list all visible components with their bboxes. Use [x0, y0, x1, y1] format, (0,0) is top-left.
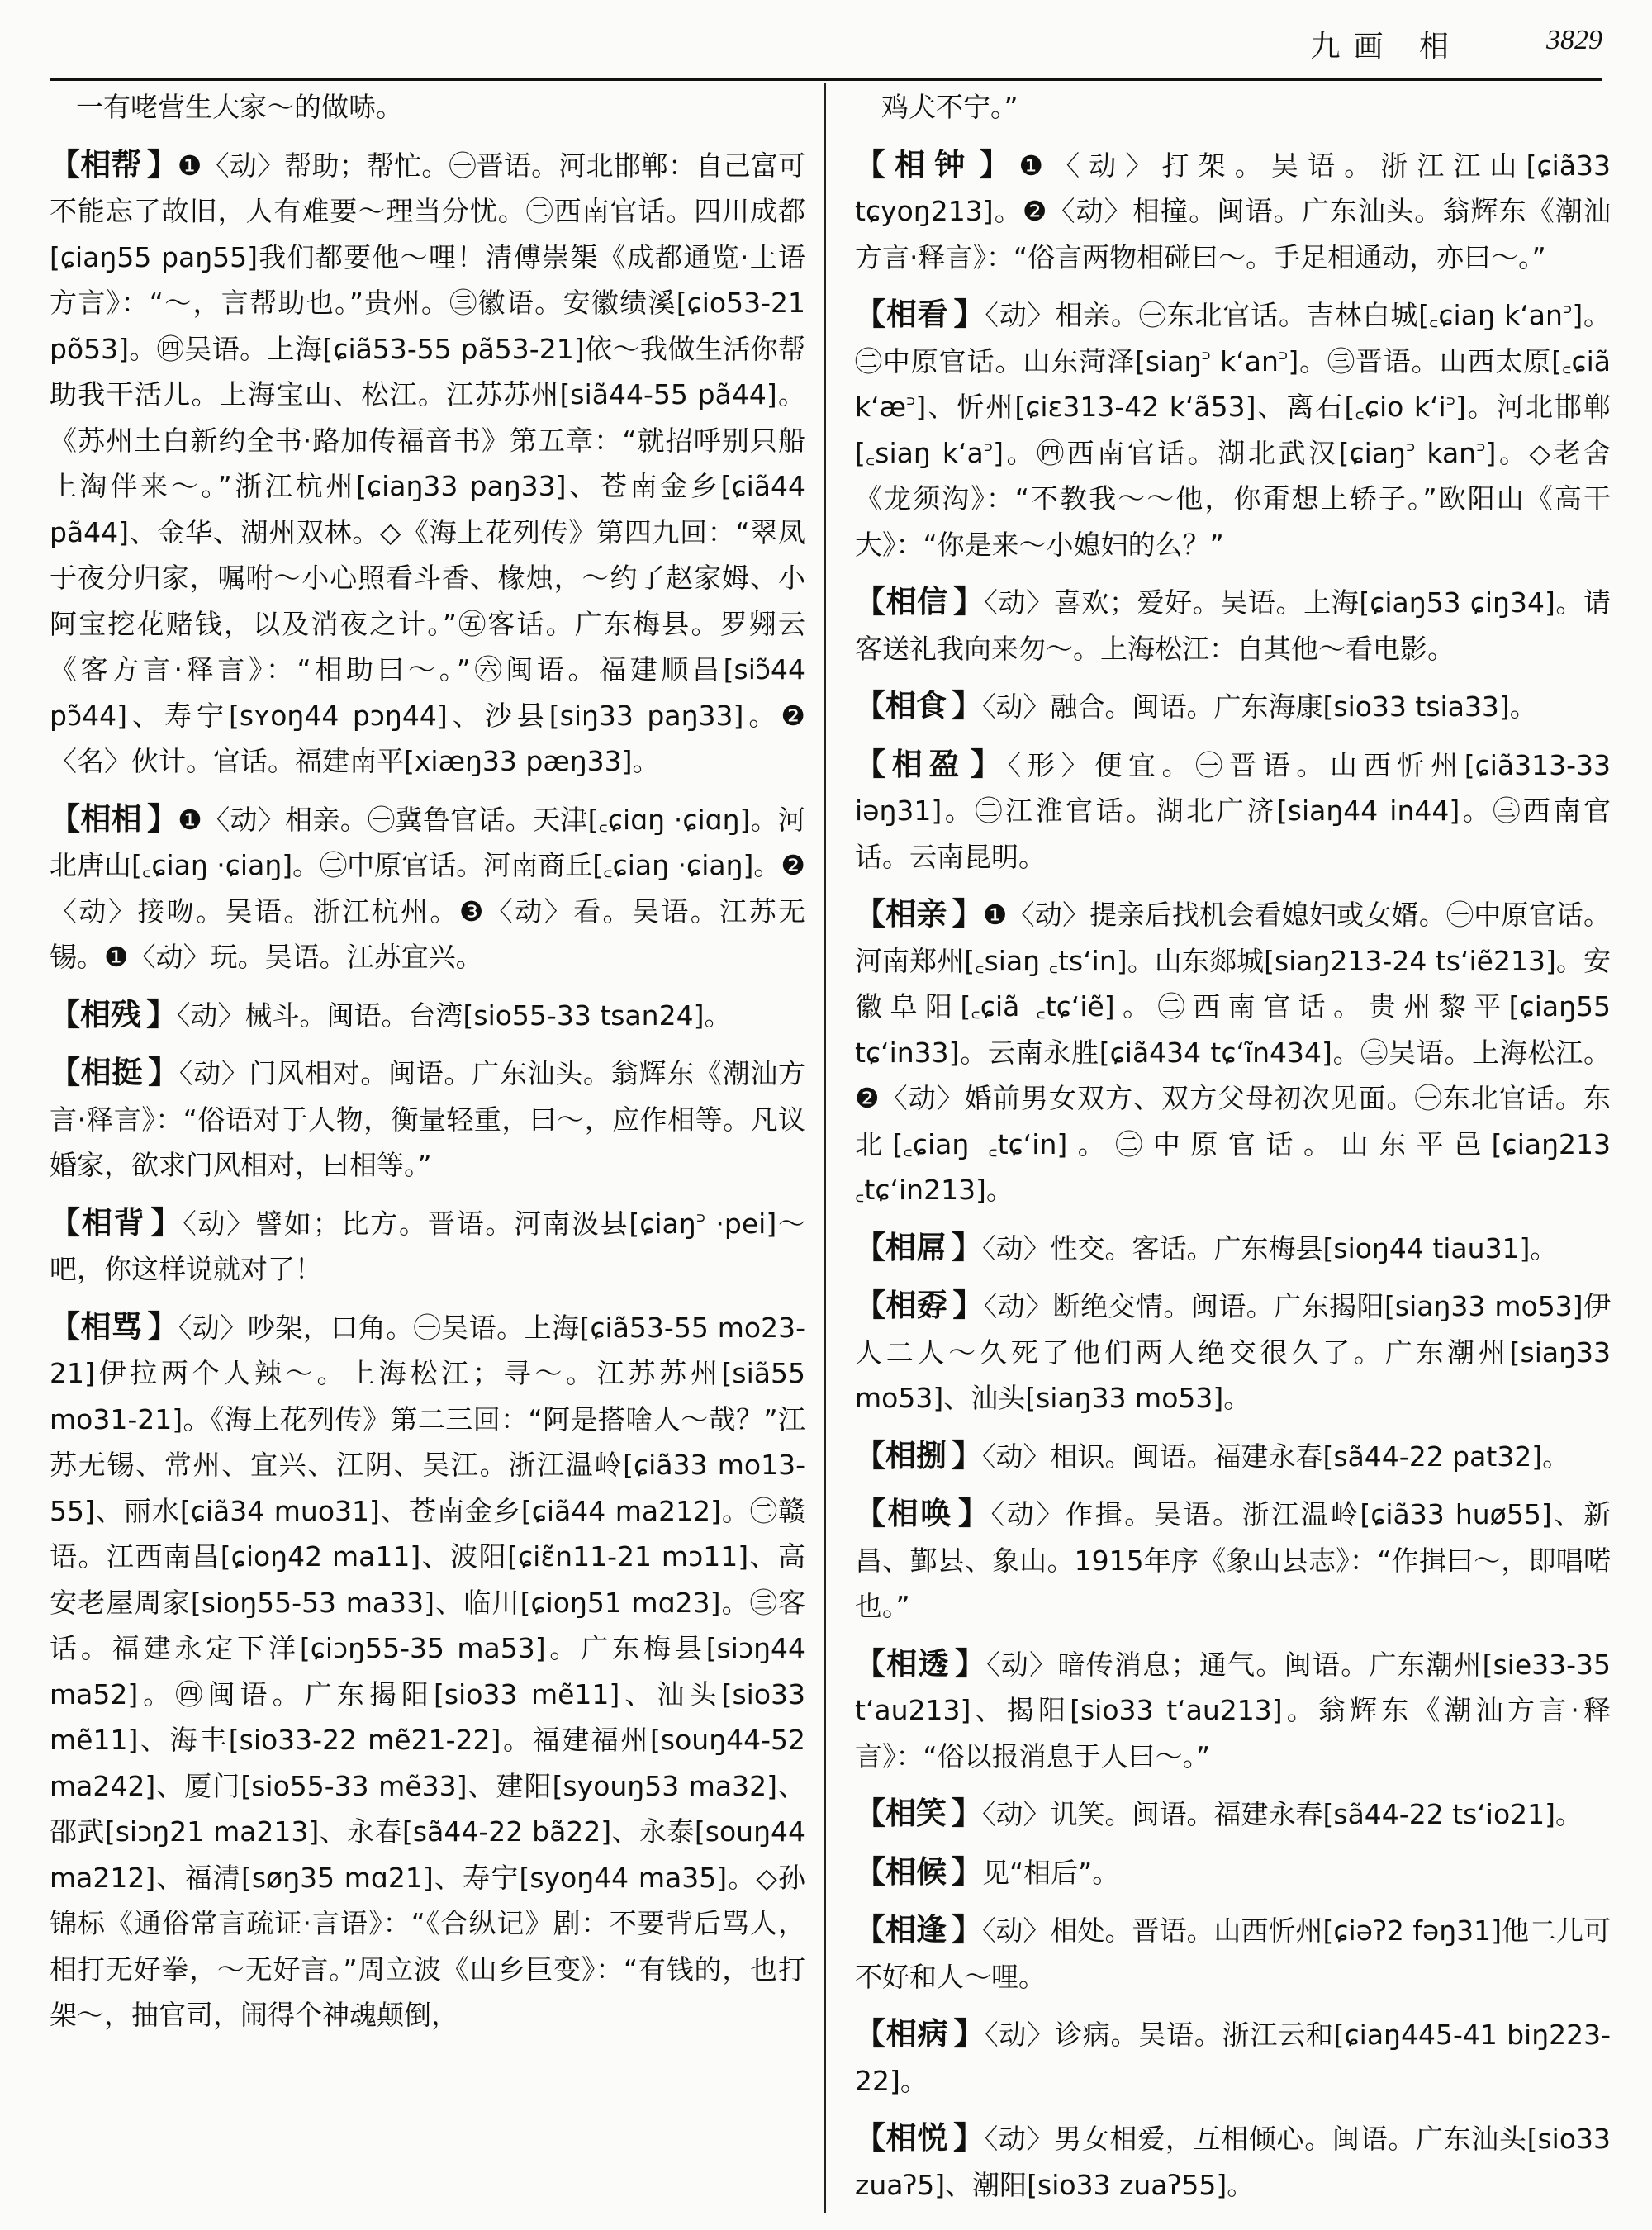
headword-bracket-open: 【 [855, 1853, 885, 1890]
headword: 相候 [885, 1853, 947, 1890]
headword: 相背 [81, 1203, 146, 1241]
column-divider [824, 83, 826, 2213]
headword-bracket-open: 【 [50, 1055, 81, 1090]
headword-bracket-open: 【 [50, 1204, 82, 1241]
entry [855, 891, 1611, 1213]
headword-bracket-close: 】 [147, 1308, 178, 1345]
headword-bracket-open: 【 [855, 2120, 886, 2156]
entry-definition: 〈动〉性交。客话。广东梅县[sioŋ44 tiau31]。 [982, 1231, 1558, 1264]
headword-bracket-open: 【 [855, 1912, 885, 1948]
entry [855, 2115, 1611, 2208]
headword: 相看 [885, 296, 949, 332]
entry-definition: 〈动〉相识。闽语。福建永春[sã44-22 pat32]。 [982, 1440, 1570, 1473]
headword: 相食 [885, 687, 947, 724]
page-header [50, 15, 1602, 73]
entry-definition: 〈动〉男女相爱，互相倾心。闽语。广东汕头[sio33 zuaʔ5]、潮阳[sio33 zuaʔ55]。 [855, 2123, 1611, 2201]
entry-continuation [855, 84, 1611, 130]
headword: 相相 [80, 799, 142, 837]
header-rule [50, 78, 1602, 81]
headword: 相捌 [885, 1436, 947, 1473]
right-column [855, 84, 1611, 2215]
headword-bracket-open: 【 [855, 688, 885, 724]
entry-definition: 〈动〉诊病。吴语。浙江云和[ɕiaŋ445-41 biŋ223-22]。 [855, 2019, 1611, 2097]
entry [855, 1849, 1611, 1896]
entry [855, 1907, 1611, 2000]
headword-bracket-close: 】 [952, 896, 983, 932]
page-number: 3829 [1546, 25, 1602, 55]
entry-definition: ❶〈动〉相亲。㊀冀鲁官话。天津[꜀ɕiɑŋ ·ɕiɑŋ]。河北唐山[꜀ɕiaŋ ·ɕiaŋ]。㊁中原官话。河南商丘[꜀ɕiaŋ ·ɕiaŋ]。❷〈动〉接吻。吴语。浙江杭州。❸〈动〉看。吴语。江苏无锡。❶〈动〉玩。吴语。江苏宜兴。 [50, 803, 805, 973]
headword-bracket-open: 【 [855, 746, 892, 782]
entry-definition: 〈动〉械斗。闽语。台湾[sio55-33 tsan24]。 [177, 999, 732, 1032]
headword: 相残 [80, 995, 141, 1032]
headword-bracket-close: 】 [148, 1055, 179, 1090]
headword: 相屌 [885, 1228, 947, 1265]
headword: 相笑 [885, 1795, 947, 1831]
headword-bracket-open: 【 [50, 1308, 81, 1345]
headword-bracket-open: 【 [855, 1437, 885, 1473]
entry-definition: 〈动〉喜欢；爱好。吴语。上海[ɕiaŋ53 ɕiŋ34]。请客送礼我向来勿～。上海松江：自其他～看电影。 [855, 586, 1611, 665]
headword-bracket-open: 【 [50, 146, 81, 183]
headword-bracket-open: 【 [855, 2016, 886, 2052]
headword-bracket-open: 【 [855, 1796, 885, 1831]
headword-bracket-close: 】 [952, 1229, 982, 1265]
headword-bracket-open: 【 [855, 1645, 887, 1682]
entry [50, 796, 805, 980]
entry [855, 683, 1611, 730]
entry [855, 1283, 1611, 1421]
entry [855, 1225, 1611, 1272]
entry-definition: ❶〈动〉提亲后找机会看媳妇或女婿。㊀中原官话。河南郑州[꜀siaŋ ꜀ts‘in]。山东郯城[siaŋ213-24 ts‘iẽ213]。安徽阜阳[꜀ɕiã ꜀tɕ‘iẽ]。㊁西南官话。贵州黎平[ɕiaŋ55 tɕ‘in33]。云南永胜[ɕiã434 tɕ‘ĩn434]。㊂吴语。上海松江。❷〈动〉婚前男女双方、双方父母初次见面。㊀东北官话。东北[꜀ɕiaŋ ꜀tɕ‘in]。㊁中原官话。山东平邑[ɕiaŋ213 ꜀tɕ‘in213]。 [855, 899, 1611, 1206]
headword-bracket-open: 【 [855, 1288, 886, 1323]
entry-definition: ❶〈动〉帮助；帮忙。㊀晋语。河北邯郸：自己富可不能忘了故旧，人有难要～理当分忧。㊁西南官话。四川成都[ɕiaŋ55 paŋ55]我们都要他～哩！清傅崇榘《成都通览·土语方言》：“～，言帮助也。”贵州。㊂徽语。安徽绩溪[ɕio53-21 põ53]。㊃吴语。上海[ɕiã53-55 pã53-21]依～我做生活你帮助我干活儿。上海宝山、松江。江苏苏州[siã44-55 pã44]。《苏州土白新约全书·路加传福音书》第五章：“就招呼别只船上淘伴来～。”浙江杭州[ɕiaŋ33 paŋ33]、苍南金乡[ɕiã44 pã44]、金华、湖州双林。◇《海上花列传》第四九回：“翠凤于夜分归家，嘱咐～小心照看斗香、椽烛，～约了赵家姆、小阿宝挖花赌钱，以及消夜之计。”㊄客话。广东梅县。罗翙云《客方言·释言》：“相助曰～。”㊅闽语。福建顺昌[siɔ̃44 pɔ̃44]、寿宁[sʏoŋ44 pɔŋ44]、沙县[siŋ33 paŋ33]。❷〈名〉伙计。官话。福建南平[xiæŋ33 pæŋ33]。 [50, 149, 805, 777]
section-title: 九画 相 [1310, 30, 1462, 64]
entry [50, 1200, 805, 1293]
headword: 相帮 [80, 145, 142, 183]
entry-definition: 〈动〉断绝交情。闽语。广东揭阳[siaŋ33 mo53]伊人二人～久死了他们两人绝交很久了。广东潮州[siaŋ33 mo53]、汕头[siaŋ33 mo53]。 [855, 1290, 1611, 1414]
entry-definition: ❶〈动〉打架。吴语。浙江江山[ɕiã33 tɕyoŋ213]。❷〈动〉相撞。闽语。广东汕头。翁辉东《潮汕方言·释言》：“俗言两物相碰曰～。手足相通动，亦曰～。” [855, 149, 1611, 273]
headword-bracket-close: 】 [952, 1853, 982, 1890]
headword: 相信 [885, 583, 948, 619]
entry [50, 142, 805, 785]
left-column [50, 84, 805, 2215]
entry-definition: 〈动〉融合。闽语。广东海康[sio33 tsia33]。 [982, 690, 1537, 723]
headword-bracket-open: 【 [855, 1496, 888, 1531]
headword: 相孬 [885, 1287, 948, 1323]
headword-bracket-open: 【 [50, 996, 80, 1032]
headword-bracket-open: 【 [50, 800, 81, 837]
headword-bracket-close: 】 [957, 1496, 991, 1531]
headword: 相病 [885, 2015, 949, 2052]
entry [855, 1491, 1611, 1630]
entry [50, 1050, 805, 1189]
headword-bracket-close: 】 [952, 1437, 982, 1473]
entry-definition: 〈动〉讥笑。闽语。福建永春[sã44-22 ts‘io21]。 [982, 1798, 1583, 1830]
headword-bracket-close: 】 [952, 1796, 982, 1831]
headword: 相唤 [887, 1495, 953, 1531]
headword: 相钟 [895, 145, 975, 183]
headword-bracket-close: 】 [952, 1288, 984, 1323]
entry-definition: 〈形〉便宜。㊀晋语。山西忻州[ɕiã313-33 iəŋ31]。㊁江淮官话。湖北广济[siaŋ44 in44]。㊂西南官话。云南昆明。 [855, 748, 1611, 873]
entry-definition: 〈动〉作揖。吴语。浙江温岭[ɕiã33 huø55]、新昌、鄞县、象山。1915年序《象山县志》：“作揖曰～，即唱喏也。” [855, 1498, 1611, 1622]
entry-definition: 一有咾营生大家～的做哧。 [76, 91, 403, 123]
entry [855, 292, 1611, 567]
entry [855, 2011, 1611, 2104]
headword: 相逢 [885, 1911, 947, 1948]
headword-bracket-close: 】 [953, 2016, 985, 2052]
entry-definition: 〈动〉譬如；比方。晋语。河南汲县[ɕiaŋ꜄ ·pei]～吧，你这样说就对了！ [50, 1207, 805, 1285]
headword: 相挺 [80, 1054, 144, 1090]
headword: 相透 [886, 1644, 950, 1682]
entry-definition: 〈动〉吵架，口角。㊀吴语。上海[ɕiã53-55 mo23-21]伊拉两个人辣～。上海松江；寻～。江苏苏州[siã55 mo31-21]。《海上花列传》第二三回：“阿是搭啥人～哉？”江苏无锡、常州、宜兴、江阴、吴江。浙江温岭[ɕiã33 mo13-55]、丽水[ɕiã34 muo31]、苍南金乡[ɕiã44 ma212]。㊁赣语。江西南昌[ɕioŋ42 ma11]、波阳[ɕiɛ̃n11-21 mɔ11]、高安老屋周家[sioŋ55-53 ma33]、临川[ɕioŋ51 mɑ23]。㊂客话。福建永定下洋[ɕiɔŋ55-35 ma53]。广东梅县[siɔŋ44 ma52]。㊃闽语。广东揭阳[sio33 mẽ11]、汕头[sio33 mẽ11]、海丰[sio33-22 mẽ21-22]。福建福州[souŋ44-52 ma242]、厦门[sio55-33 mẽ33]、建阳[syouŋ53 ma32]、邵武[siɔŋ21 ma213]、永春[sã44-22 bã22]、永泰[souŋ44 ma212]、福清[søŋ35 mɑ21]、寿宁[syoŋ44 ma35]。◇孙锦标《通俗常言疏证·言语》：“《合纵记》剧：不要背后骂人，相打无好拳，～无好言。”周立波《山乡巨变》：“有钱的，也打架～，抽官司，闹得个神魂颠倒， [50, 1311, 805, 2031]
headword-bracket-open: 【 [855, 146, 895, 183]
entry [855, 1641, 1611, 1780]
headword-bracket-close: 】 [146, 800, 178, 837]
headword-bracket-close: 】 [953, 297, 985, 332]
headword-bracket-open: 【 [855, 896, 886, 932]
entry-definition: 〈动〉相处。晋语。山西忻州[ɕiəʔ2 fəŋ31]他二儿可不好和人～哩。 [855, 1914, 1611, 1993]
headword: 相骂 [80, 1307, 143, 1345]
entry-definition: 见“相后”。 [982, 1856, 1120, 1889]
headword-bracket-open: 【 [855, 297, 886, 332]
entry-continuation [50, 84, 805, 130]
headword-bracket-close: 】 [150, 1204, 183, 1241]
entry-definition: 〈动〉暗传消息；通气。闽语。广东潮州[sie33-35 t‘au213]、揭阳[sio33 t‘au213]。翁辉东《潮汕方言·释言》：“俗以报消息于人曰～。” [855, 1648, 1611, 1772]
headword-bracket-open: 【 [855, 584, 886, 619]
entry [855, 142, 1611, 281]
headword: 相悦 [885, 2119, 949, 2156]
headword-bracket-close: 】 [952, 584, 985, 619]
headword-bracket-close: 】 [971, 746, 1008, 782]
entry-definition: 鸡犬不宁。” [881, 91, 1018, 123]
entry-definition: 〈动〉门风相对。闽语。广东汕头。翁辉东《潮汕方言·释言》：“俗语对于人物，衡量轻重，曰～，应作相等。凡议婚家，欲求门风相对，曰相等。” [50, 1057, 805, 1181]
headword: 相亲 [885, 895, 947, 932]
entry [855, 1433, 1611, 1480]
headword-bracket-close: 】 [952, 1912, 982, 1948]
headword-bracket-open: 【 [855, 1229, 885, 1265]
headword-bracket-close: 】 [146, 146, 178, 183]
headword: 相盈 [891, 745, 966, 782]
headword-bracket-close: 】 [953, 2120, 985, 2156]
entry-definition: 〈动〉相亲。㊀东北官话。吉林白城[꜀ɕiaŋ k‘an꜄]。㊁中原官话。山东菏泽[siaŋ꜄ k‘an꜄]。㊂晋语。山西太原[꜀ɕiã k‘æ꜄]、忻州[ɕiɛ313-42 k‘ã53]、离石[꜀ɕio k‘i꜄]。河北邯郸[꜀siaŋ k‘a꜄]。㊃西南官话。湖北武汉[ɕiaŋ꜄ kan꜄]。◇老舍《龙须沟》：“不教我～～他，你甭想上轿子。”欧阳山《高干大》：“你是来～小媳妇的么？” [855, 299, 1611, 561]
entry [50, 992, 805, 1039]
entry [855, 579, 1611, 671]
headword-bracket-close: 】 [979, 146, 1019, 183]
entry [50, 1304, 805, 2038]
headword-bracket-close: 】 [954, 1645, 987, 1682]
headword-bracket-close: 】 [952, 688, 982, 724]
entry [855, 1791, 1611, 1838]
entry [855, 742, 1611, 880]
headword-bracket-close: 】 [146, 996, 177, 1032]
